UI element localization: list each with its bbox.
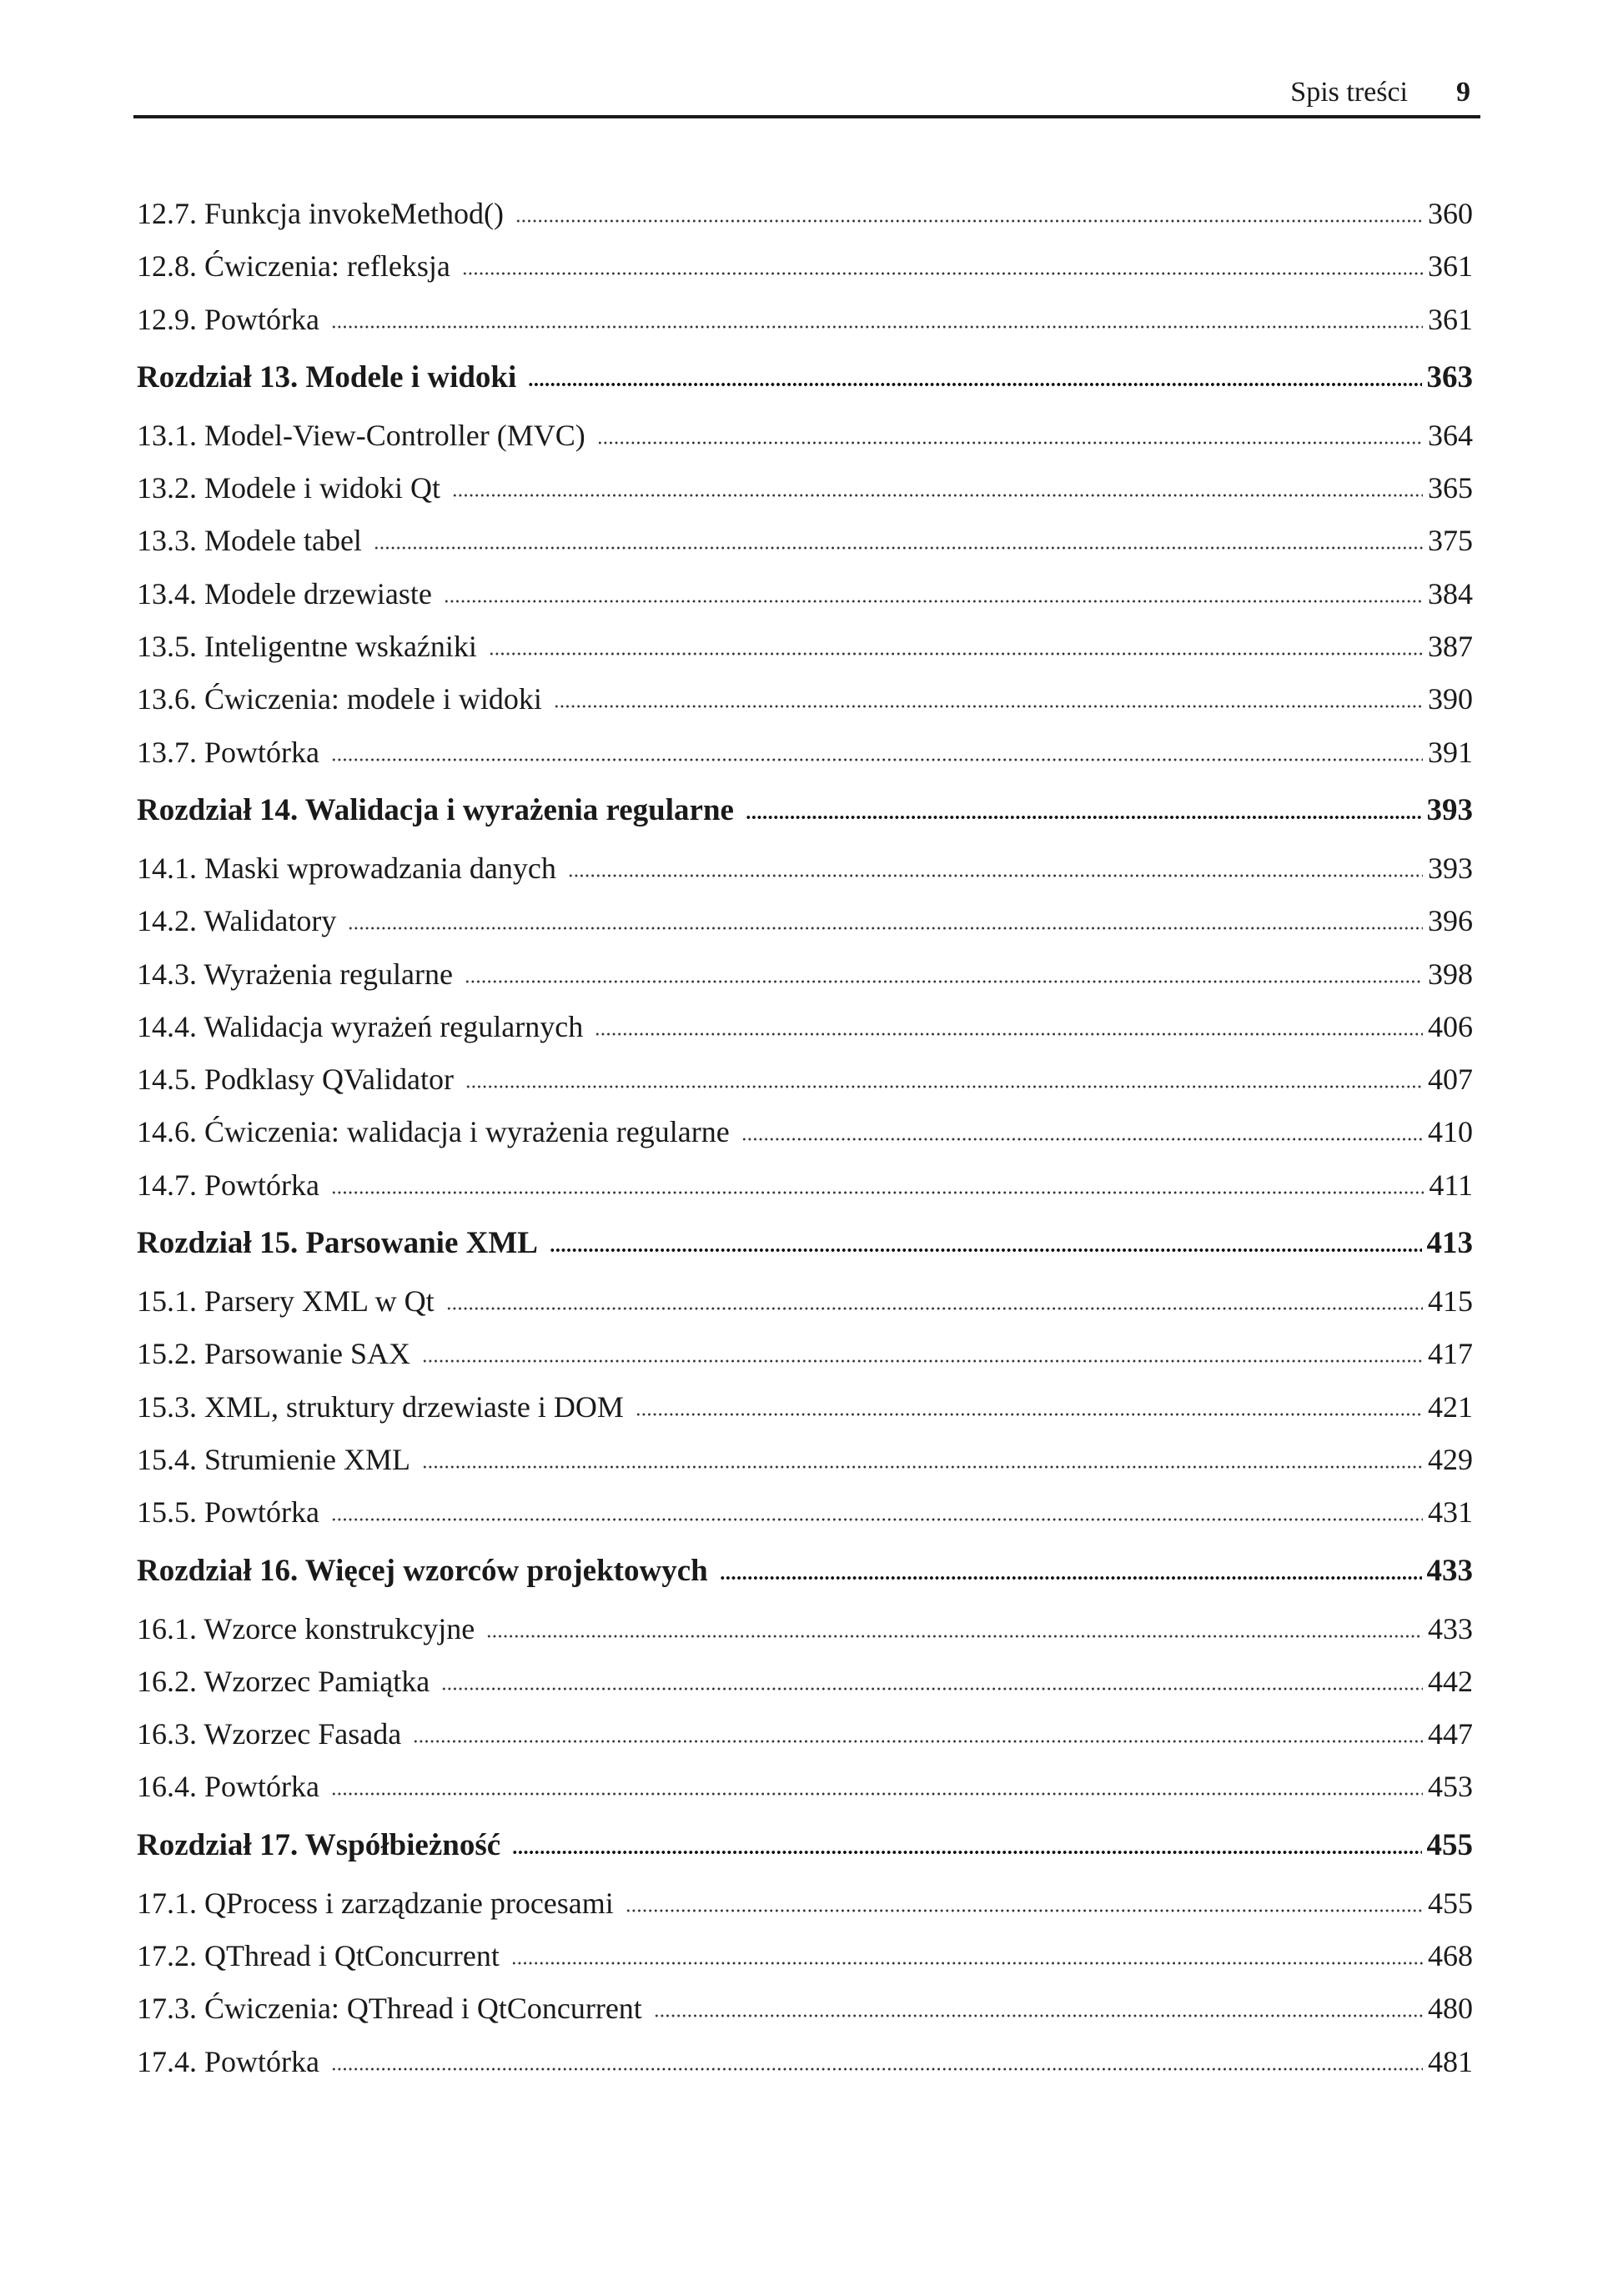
toc-section-entry	[137, 188, 1473, 240]
toc-entry-page: 384	[1428, 576, 1473, 610]
toc-section-entry	[137, 1877, 1473, 1930]
toc-entry-label: 13.5. Inteligentne wskaźniki	[137, 630, 477, 664]
toc-entry-label: 14.2. Walidatory	[137, 904, 337, 938]
toc-entry-page: 398	[1428, 957, 1473, 991]
toc-entry-page: 393	[1426, 792, 1473, 827]
toc-entry-label: 13.1. Model-View-Controller (MVC)	[137, 418, 585, 452]
toc-chapter-entry	[137, 779, 1473, 842]
toc-entry-label: 14.1. Maski wprowadzania danych	[137, 851, 556, 885]
toc-section-entry	[137, 1603, 1473, 1655]
toc-entry-page: 453	[1428, 1770, 1473, 1804]
toc-section-entry	[137, 1486, 1473, 1539]
dot-leader	[741, 1134, 1423, 1141]
dot-leader	[462, 269, 1423, 275]
dot-leader	[654, 2011, 1423, 2017]
toc-section-entry	[137, 1328, 1473, 1380]
toc-entry-label: 15.1. Parsery XML w Qt	[137, 1284, 435, 1319]
toc-entry-label: 12.7. Funkcja invokeMethod()	[137, 197, 504, 230]
toc-entry-label: 16.1. Wzorce konstrukcyjne	[137, 1611, 475, 1645]
toc-entry-label: 14.6. Ćwiczenia: walidacja i wyrażenia regularne	[137, 1115, 730, 1149]
dot-leader	[446, 1304, 1423, 1310]
toc-section-entry	[137, 1053, 1473, 1106]
dot-leader	[550, 1245, 1422, 1252]
toc-entry-label: 13.7. Powtórka	[137, 735, 319, 769]
dot-leader	[486, 1631, 1423, 1638]
toc-section-entry	[137, 240, 1473, 293]
dot-leader	[636, 1409, 1423, 1416]
toc-entry-label: 15.3. XML, struktury drzewiaste i DOM	[137, 1389, 624, 1424]
dot-leader	[597, 438, 1423, 445]
toc-section-entry	[137, 1655, 1473, 1708]
dot-leader	[465, 977, 1423, 983]
toc-entry-label: 12.8. Ćwiczenia: refleksja	[137, 249, 450, 284]
dot-leader	[331, 1188, 1424, 1194]
toc-section-entry	[137, 1434, 1473, 1486]
toc-entry-label: 17.4. Powtórka	[137, 2044, 319, 2078]
toc-entry-label: 14.4. Walidacja wyrażeń regularnych	[137, 1009, 584, 1043]
dot-leader	[626, 1906, 1423, 1912]
toc-entry-label: 13.6. Ćwiczenia: modele i widoki	[137, 682, 542, 716]
toc-entry-page: 396	[1428, 904, 1473, 938]
toc-section-entry	[137, 1982, 1473, 2035]
dot-leader	[512, 1847, 1421, 1854]
toc-entry-page: 393	[1428, 851, 1473, 885]
toc-entry-page: 433	[1426, 1553, 1473, 1588]
toc-chapter-entry	[137, 1814, 1473, 1877]
toc-section-entry	[137, 462, 1473, 515]
toc-section-entry	[137, 294, 1473, 346]
toc-entry-label: 15.5. Powtórka	[137, 1495, 319, 1530]
dot-leader	[331, 1515, 1423, 1521]
toc-entry-page: 417	[1428, 1337, 1473, 1371]
toc-entry-page: 481	[1428, 2044, 1473, 2078]
toc-entry-page: 406	[1428, 1009, 1473, 1043]
toc-entry-page: 415	[1428, 1284, 1473, 1319]
toc-entry-label: 14.7. Powtórka	[137, 1168, 319, 1202]
dot-leader	[331, 755, 1423, 761]
toc-entry-label: 16.4. Powtórka	[137, 1770, 319, 1804]
toc-section-entry	[137, 1381, 1473, 1434]
toc-section-entry	[137, 673, 1473, 726]
toc-section-entry	[137, 568, 1473, 620]
toc-section-entry	[137, 2036, 1473, 2088]
toc-entry-label: Rozdział 15. Parsowanie XML	[137, 1226, 538, 1261]
toc-entry-page: 421	[1428, 1389, 1473, 1424]
toc-chapter-entry	[137, 346, 1473, 409]
toc-entry-label: 16.2. Wzorzec Pamiątka	[137, 1664, 430, 1698]
toc-entry-page: 407	[1428, 1063, 1473, 1097]
toc-entry-page: 433	[1428, 1611, 1473, 1645]
page-number: 9	[1456, 77, 1470, 108]
toc-entry-page: 480	[1428, 1992, 1473, 2026]
toc-entry-page: 410	[1428, 1115, 1473, 1149]
toc-entry-page: 447	[1428, 1717, 1473, 1751]
dot-leader	[746, 812, 1422, 819]
dot-leader	[374, 543, 1423, 550]
toc-section-entry	[137, 620, 1473, 673]
toc-section-entry	[137, 842, 1473, 895]
dot-leader	[331, 322, 1423, 329]
toc-entry-page: 365	[1428, 471, 1473, 505]
dot-leader	[554, 701, 1423, 708]
toc-section-entry	[137, 948, 1473, 1001]
toc-entry-label: 17.3. Ćwiczenia: QThread i QtConcurrent	[137, 1992, 642, 2026]
dot-leader	[465, 1082, 1423, 1088]
toc-entry-page: 363	[1426, 359, 1473, 394]
dot-leader	[348, 923, 1423, 930]
toc-entry-page: 413	[1426, 1226, 1473, 1261]
toc-section-entry	[137, 726, 1473, 779]
dot-leader	[568, 871, 1423, 877]
dot-leader	[720, 1573, 1422, 1580]
dot-leader	[528, 379, 1421, 386]
toc-entry-label: 17.2. QThread i QtConcurrent	[137, 1939, 500, 1973]
toc-section-entry	[137, 409, 1473, 462]
toc-entry-page: 390	[1428, 682, 1473, 716]
toc-entry-page: 387	[1428, 630, 1473, 664]
dot-leader	[422, 1462, 1423, 1469]
toc-entry-page: 360	[1428, 197, 1473, 230]
toc-entry-label: 14.5. Podklasy QValidator	[137, 1063, 454, 1097]
running-head	[133, 77, 1480, 118]
toc-entry-label: Rozdział 16. Więcej wzorców projektowych	[137, 1553, 708, 1588]
dot-leader	[331, 2064, 1423, 2071]
toc-entry-label: Rozdział 17. Współbieżność	[137, 1827, 501, 1862]
toc-entry-label: Rozdział 14. Walidacja i wyrażenia regularne	[137, 792, 734, 827]
dot-leader	[515, 216, 1423, 223]
dot-leader	[331, 1789, 1423, 1796]
dot-leader	[595, 1029, 1423, 1036]
toc-entry-page: 455	[1426, 1827, 1473, 1862]
toc-section-entry	[137, 1159, 1473, 1212]
toc-entry-page: 375	[1428, 524, 1473, 558]
toc-entry-page: 429	[1428, 1442, 1473, 1476]
toc-section-entry	[137, 1275, 1473, 1328]
toc-section-entry	[137, 1106, 1473, 1158]
toc-entry-label: 12.9. Powtórka	[137, 302, 319, 336]
dot-leader	[511, 1958, 1423, 1965]
toc-entry-page: 391	[1428, 735, 1473, 769]
toc-entry-label: 15.4. Strumienie XML	[137, 1442, 410, 1476]
toc-entry-page: 468	[1428, 1939, 1473, 1973]
toc-entry-label: 14.3. Wyrażenia regularne	[137, 957, 453, 991]
toc-entry-label: 17.1. QProcess i zarządzanie procesami	[137, 1886, 614, 1920]
dot-leader	[422, 1356, 1423, 1363]
toc-entry-label: 16.3. Wzorzec Fasada	[137, 1717, 402, 1751]
running-head-title: Spis treści	[1290, 77, 1408, 108]
toc-section-entry	[137, 1708, 1473, 1761]
toc-entry-page: 361	[1428, 302, 1473, 336]
dot-leader	[441, 1684, 1423, 1691]
toc-entry-page: 361	[1428, 249, 1473, 284]
toc-section-entry	[137, 1001, 1473, 1053]
toc-entry-label: 13.2. Modele i widoki Qt	[137, 471, 440, 505]
toc-section-entry	[137, 515, 1473, 567]
toc-entry-label: 13.4. Modele drzewiaste	[137, 576, 432, 610]
dot-leader	[413, 1736, 1423, 1743]
dot-leader	[452, 490, 1423, 497]
dot-leader	[489, 649, 1423, 656]
toc-entry-page: 431	[1428, 1495, 1473, 1530]
toc-entry-label: 13.3. Modele tabel	[137, 524, 362, 558]
toc-entry-label: 15.2. Parsowanie SAX	[137, 1337, 410, 1371]
toc-chapter-entry	[137, 1212, 1473, 1275]
toc-entry-page: 411	[1429, 1168, 1473, 1202]
dot-leader	[444, 596, 1423, 603]
toc-section-entry	[137, 1761, 1473, 1813]
toc-entry-label: Rozdział 13. Modele i widoki	[137, 359, 517, 394]
toc-entry-page: 442	[1428, 1664, 1473, 1698]
toc-entry-page: 455	[1428, 1886, 1473, 1920]
toc-section-entry	[137, 1930, 1473, 1982]
toc-section-entry	[137, 895, 1473, 947]
table-of-contents	[137, 188, 1473, 2088]
toc-entry-page: 364	[1428, 418, 1473, 452]
toc-chapter-entry	[137, 1540, 1473, 1603]
